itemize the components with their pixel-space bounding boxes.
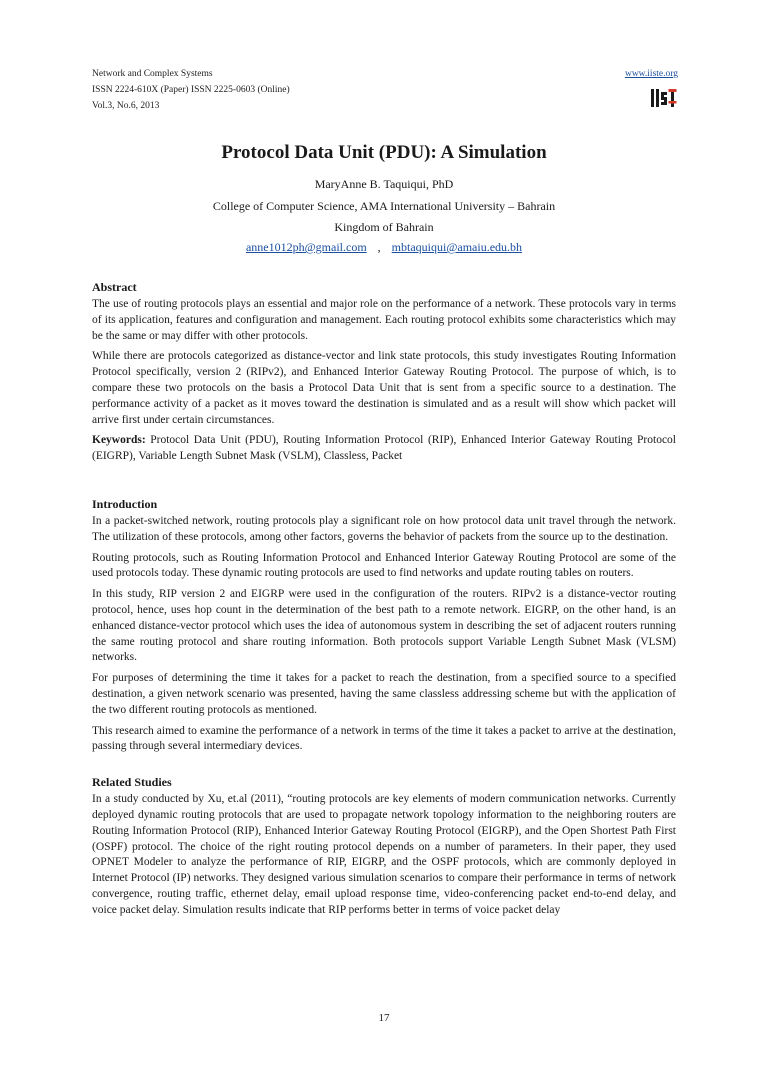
introduction-paragraph-5: This research aimed to examine the performance of a network in terms of the time it takes a packet to arrive at the destination, passing through several intermediary devices. [92, 724, 676, 753]
abstract-heading: Abstract [92, 280, 137, 294]
abstract-paragraph-1: The use of routing protocols plays an essential and major role on the performance of a network. These protocols vary in terms of its application, features and configuration and management. Each routing protocol exhibits some characteristics which may be the same or may differ with other protocols. [92, 298, 676, 342]
email-link-1[interactable]: anne1012ph@gmail.com [245, 240, 367, 254]
iiste-logo [650, 87, 677, 109]
journal-name: Network and Complex Systems [92, 69, 213, 79]
paper-title: Protocol Data Unit (PDU): A Simulation [221, 142, 547, 163]
abstract-paragraph-2: While there are protocols categorized as distance-vector and link state protocols, this study investigates Routing Information Protocol specifically, version 2 (RIPv2), and Enhanced Interior Gateway Routing Protocol. The purpose of which, is to compare these two protocols on the basis a Protocol Data Unit that is sent from a specific source to a destination. The performance activity of a packet as it moves toward the destination is simulated and as a result will show which packet will arrive first under certain circumstances. [92, 350, 676, 426]
email-link-2[interactable]: mbtaquiqui@amaiu.edu.bh [391, 240, 523, 254]
section-spacer [92, 760, 676, 774]
journal-header [92, 66, 290, 114]
author-name: MaryAnne B. Taquiqui, PhD [314, 177, 454, 191]
section-spacer [92, 470, 676, 496]
journal-url-link[interactable]: www.iiste.org [624, 69, 678, 79]
related-studies-heading: Related Studies [92, 775, 172, 790]
related-studies-paragraph-1: In a study conducted by Xu, et.al (2011), “routing protocols are key elements of modern communication networks. Currently deployed dynamic routing protocols that are used to propagate network topology information to the neighboring routers are Routing Information Protocol (RIP), Enhanced Interior Gateway Routing Protocol (EIGRP), and the Open Shortest Path First (OSPF) protocol. The choice of the right routing protocol depends on a number of parameters. In their paper, they used OPNET Modeler to analyze the performance of RIP, EIGRP, and the OSPF protocols, which are commonly deployed in Internet Protocol (IP) networks. They designed various simulation scenarios to compare their performance in terms of network convergence, routing traffic, ethernet delay, email upload response time, video-conferencing packet end-to-end delay, and voice packet delay. Simulation results indicate that RIP performs better in terms of voice packet delay [92, 793, 676, 916]
keywords-label: Keywords: [92, 434, 146, 447]
journal-issn: ISSN 2224-610X (Paper) ISSN 2225-0603 (Online) [92, 85, 290, 95]
paper-body [92, 279, 676, 924]
introduction-paragraph-4: For purposes of determining the time it takes for a packet to reach the destination, from a specified source to a specified destination, a given network scenario was presented, having the same classless addressing scheme but with the application of the two different routing protocols as mentioned. [92, 672, 676, 716]
introduction-heading: Introduction [92, 496, 158, 511]
introduction-paragraph-3: In this study, RIP version 2 and EIGRP were used in the configuration of the routers. RIPv2 is a distance-vector routing protocol, hence, uses hop count in the determination of the best path to a remote network. EIGRP, on the other hand, is an enhanced distance-vector protocol which uses the idea of autonomous system in describing the set of adjacent routers running the same routing protocol and share routing information. Both protocols support Variable Length Subnet Mask (VLSM) networks. [92, 588, 676, 664]
email-separator: , [377, 240, 381, 254]
author-affiliation: College of Computer Science, AMA International University – Bahrain [212, 199, 556, 213]
author-country: Kingdom of Bahrain [334, 220, 434, 234]
keywords-text: Protocol Data Unit (PDU), Routing Information Protocol (RIP), Enhanced Interior Gateway Routing Protocol (EIGRP), Variable Length Subnet Mask (VSLM), Classless, Packet [92, 434, 676, 463]
keywords-paragraph [92, 433, 676, 465]
introduction-paragraph-2: Routing protocols, such as Routing Information Protocol and Enhanced Interior Gateway Routing Protocol are some of the used protocols today. These dynamic routing protocols are used to find networks and update routing tables on routers. [92, 551, 676, 580]
journal-volume: Vol.3, No.6, 2013 [92, 101, 160, 111]
author-emails [0, 238, 768, 256]
introduction-paragraph-1: In a packet-switched network, routing protocols play a significant role on how protocol data unit travel through the network. The utilization of these protocols, among other factors, governs the behavior of packets from the source up to the destination. [92, 514, 676, 543]
page-number: 17 [378, 1012, 390, 1024]
